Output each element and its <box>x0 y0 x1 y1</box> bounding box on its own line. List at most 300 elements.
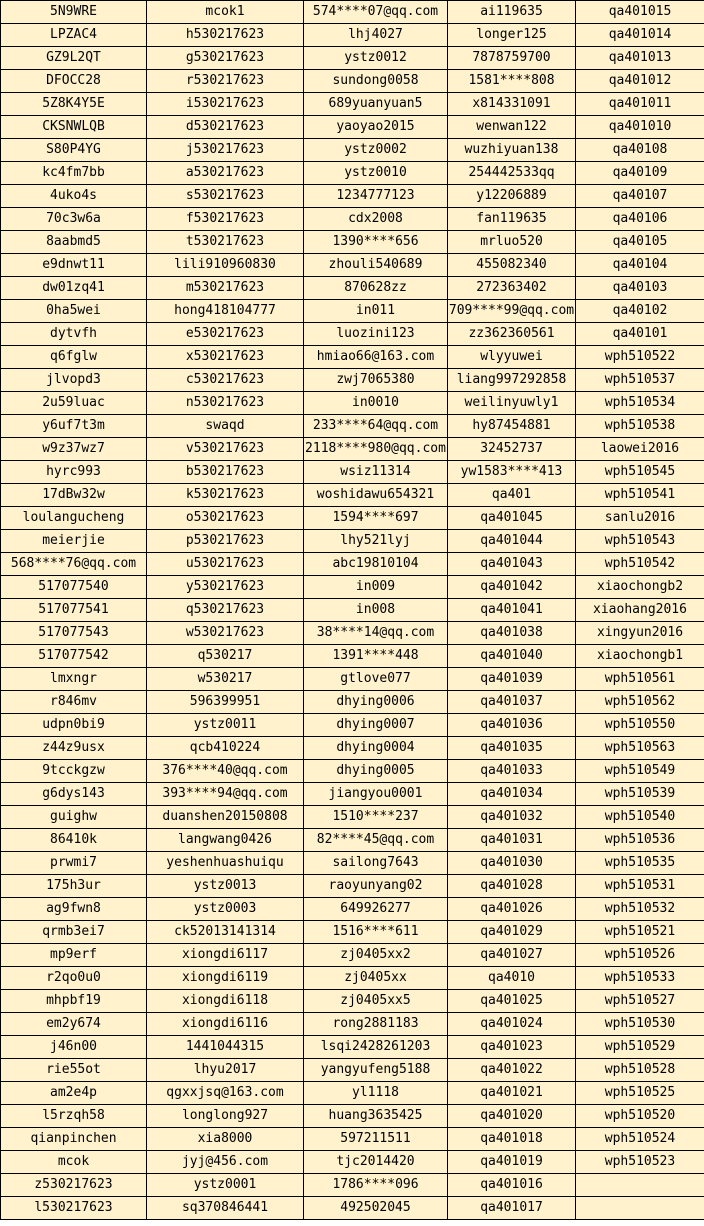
col-c-cell[interactable]: 492502045 <box>304 1197 448 1220</box>
col-e-cell[interactable]: qa401013 <box>576 47 704 70</box>
col-e-cell[interactable]: wph510540 <box>576 806 704 829</box>
col-e-cell[interactable]: wph510543 <box>576 530 704 553</box>
col-e-cell[interactable]: wph510528 <box>576 1059 704 1082</box>
col-c-cell[interactable]: in011 <box>304 300 448 323</box>
col-b-cell[interactable]: i530217623 <box>147 93 304 116</box>
col-d-cell[interactable]: 272363402 <box>448 277 576 300</box>
col-d-cell[interactable]: qa401041 <box>448 599 576 622</box>
col-e-cell[interactable]: laowei2016 <box>576 438 704 461</box>
col-c-cell[interactable]: lhy521lyj <box>304 530 448 553</box>
col-d-cell[interactable]: liang997292858 <box>448 369 576 392</box>
col-c-cell[interactable]: lsqi2428261203 <box>304 1036 448 1059</box>
col-c-cell[interactable]: raoyunyang02 <box>304 875 448 898</box>
col-e-cell[interactable]: wph510521 <box>576 921 704 944</box>
col-a-cell[interactable]: r2qo0u0 <box>1 967 147 990</box>
col-a-cell[interactable]: 9tcckgzw <box>1 760 147 783</box>
col-b-cell[interactable]: hong418104777 <box>147 300 304 323</box>
col-e-cell[interactable]: wph510538 <box>576 415 704 438</box>
col-b-cell[interactable]: g530217623 <box>147 47 304 70</box>
col-a-cell[interactable]: l530217623 <box>1 1197 147 1220</box>
col-c-cell[interactable]: tjc2014420 <box>304 1151 448 1174</box>
col-a-cell[interactable]: 517077541 <box>1 599 147 622</box>
col-c-cell[interactable]: sundong0058 <box>304 70 448 93</box>
col-a-cell[interactable]: lmxngr <box>1 668 147 691</box>
col-b-cell[interactable]: yeshenhuashuiqu <box>147 852 304 875</box>
col-a-cell[interactable]: jlvopd3 <box>1 369 147 392</box>
col-e-cell[interactable]: qa40109 <box>576 162 704 185</box>
col-a-cell[interactable]: dw01zq41 <box>1 277 147 300</box>
col-d-cell[interactable]: qa401021 <box>448 1082 576 1105</box>
col-e-cell[interactable]: wph510542 <box>576 553 704 576</box>
table-row <box>1 139 704 162</box>
col-d-cell[interactable]: qa401035 <box>448 737 576 760</box>
col-c-cell[interactable]: zhouli540689 <box>304 254 448 277</box>
col-b-cell[interactable]: b530217623 <box>147 461 304 484</box>
col-a-cell[interactable]: 517077543 <box>1 622 147 645</box>
table-row <box>1 921 704 944</box>
col-e-cell[interactable]: wph510563 <box>576 737 704 760</box>
col-b-cell[interactable]: ystz0001 <box>147 1174 304 1197</box>
col-b-cell[interactable]: lhyu2017 <box>147 1059 304 1082</box>
col-a-cell[interactable]: em2y674 <box>1 1013 147 1036</box>
table-row <box>1 185 704 208</box>
col-e-cell[interactable]: qa401014 <box>576 24 704 47</box>
col-e-cell[interactable]: wph510520 <box>576 1105 704 1128</box>
col-c-cell[interactable]: zj0405xx5 <box>304 990 448 1013</box>
col-c-cell[interactable]: 1391****448 <box>304 645 448 668</box>
col-d-cell[interactable]: qa401022 <box>448 1059 576 1082</box>
col-e-cell[interactable]: wph510537 <box>576 369 704 392</box>
col-b-cell[interactable]: sq370846441 <box>147 1197 304 1220</box>
col-b-cell[interactable]: qgxxjsq@163.com <box>147 1082 304 1105</box>
col-c-cell[interactable]: 870628zz <box>304 277 448 300</box>
col-c-cell[interactable]: dhying0005 <box>304 760 448 783</box>
col-c-cell[interactable]: in0010 <box>304 392 448 415</box>
col-a-cell[interactable]: 8aabmd5 <box>1 231 147 254</box>
table-row <box>1 1036 704 1059</box>
col-a-cell[interactable]: meierjie <box>1 530 147 553</box>
col-d-cell[interactable]: qa401028 <box>448 875 576 898</box>
col-a-cell[interactable]: 86410k <box>1 829 147 852</box>
table-row <box>1 346 704 369</box>
col-a-cell[interactable]: 568****76@qq.com <box>1 553 147 576</box>
col-e-cell[interactable]: wph510550 <box>576 714 704 737</box>
col-c-cell[interactable]: 82****45@qq.com <box>304 829 448 852</box>
col-d-cell[interactable]: 32452737 <box>448 438 576 461</box>
table-row <box>1 415 704 438</box>
col-e-cell[interactable]: qa40106 <box>576 208 704 231</box>
col-a-cell[interactable]: 70c3w6a <box>1 208 147 231</box>
col-e-cell[interactable]: wph510539 <box>576 783 704 806</box>
col-e-cell[interactable]: wph510545 <box>576 461 704 484</box>
col-b-cell[interactable]: p530217623 <box>147 530 304 553</box>
col-a-cell[interactable]: LPZAC4 <box>1 24 147 47</box>
col-c-cell[interactable]: in009 <box>304 576 448 599</box>
col-a-cell[interactable]: mp9erf <box>1 944 147 967</box>
col-a-cell[interactable]: 5Z8K4Y5E <box>1 93 147 116</box>
col-d-cell[interactable]: qa401030 <box>448 852 576 875</box>
col-c-cell[interactable]: woshidawu654321 <box>304 484 448 507</box>
col-b-cell[interactable]: langwang0426 <box>147 829 304 852</box>
col-b-cell[interactable]: o530217623 <box>147 507 304 530</box>
col-d-cell[interactable]: qa401045 <box>448 507 576 530</box>
col-e-cell[interactable]: wph510536 <box>576 829 704 852</box>
col-e-cell[interactable]: wph510534 <box>576 392 704 415</box>
table-row <box>1 691 704 714</box>
col-c-cell[interactable]: 1234777123 <box>304 185 448 208</box>
col-c-cell[interactable]: ystz0012 <box>304 47 448 70</box>
col-c-cell[interactable]: sailong7643 <box>304 852 448 875</box>
col-b-cell[interactable]: y530217623 <box>147 576 304 599</box>
col-d-cell[interactable]: hy87454881 <box>448 415 576 438</box>
col-a-cell[interactable]: z530217623 <box>1 1174 147 1197</box>
col-a-cell[interactable]: 175h3ur <box>1 875 147 898</box>
col-c-cell[interactable]: 1516****611 <box>304 921 448 944</box>
col-a-cell[interactable]: g6dys143 <box>1 783 147 806</box>
col-a-cell[interactable]: l5rzqh58 <box>1 1105 147 1128</box>
col-a-cell[interactable]: udpn0bi9 <box>1 714 147 737</box>
col-e-cell[interactable]: wph510533 <box>576 967 704 990</box>
col-d-cell[interactable]: qa401040 <box>448 645 576 668</box>
col-d-cell[interactable]: zz362360561 <box>448 323 576 346</box>
col-c-cell[interactable]: yl1118 <box>304 1082 448 1105</box>
col-d-cell[interactable]: ai119635 <box>448 1 576 24</box>
col-e-cell[interactable]: wph510531 <box>576 875 704 898</box>
col-b-cell[interactable]: w530217623 <box>147 622 304 645</box>
col-a-cell[interactable]: 4uko4s <box>1 185 147 208</box>
col-d-cell[interactable]: weilinyuwly1 <box>448 392 576 415</box>
col-d-cell[interactable]: longer125 <box>448 24 576 47</box>
col-d-cell[interactable]: qa401025 <box>448 990 576 1013</box>
col-d-cell[interactable]: qa401033 <box>448 760 576 783</box>
col-e-cell[interactable]: wph510541 <box>576 484 704 507</box>
col-b-cell[interactable]: c530217623 <box>147 369 304 392</box>
col-d-cell[interactable]: qa401019 <box>448 1151 576 1174</box>
table-row <box>1 645 704 668</box>
col-c-cell[interactable]: dhying0004 <box>304 737 448 760</box>
col-c-cell[interactable]: gtlove077 <box>304 668 448 691</box>
col-a-cell[interactable]: y6uf7t3m <box>1 415 147 438</box>
col-d-cell[interactable]: qa401043 <box>448 553 576 576</box>
table-row <box>1 829 704 852</box>
col-a-cell[interactable]: CKSNWLQB <box>1 116 147 139</box>
col-d-cell[interactable]: qa401016 <box>448 1174 576 1197</box>
col-c-cell[interactable]: ystz0010 <box>304 162 448 185</box>
col-a-cell[interactable]: q6fglw <box>1 346 147 369</box>
col-e-cell[interactable]: sanlu2016 <box>576 507 704 530</box>
col-a-cell[interactable]: r846mv <box>1 691 147 714</box>
col-d-cell[interactable]: qa401 <box>448 484 576 507</box>
col-b-cell[interactable]: xiongdi6116 <box>147 1013 304 1036</box>
col-c-cell[interactable]: zwj7065380 <box>304 369 448 392</box>
col-d-cell[interactable]: y12206889 <box>448 185 576 208</box>
col-d-cell[interactable]: 709****99@qq.com <box>448 300 576 323</box>
col-a-cell[interactable]: loulangucheng <box>1 507 147 530</box>
col-b-cell[interactable]: longlong927 <box>147 1105 304 1128</box>
col-e-cell[interactable]: wph510562 <box>576 691 704 714</box>
col-b-cell[interactable]: h530217623 <box>147 24 304 47</box>
col-a-cell[interactable]: qianpinchen <box>1 1128 147 1151</box>
table-row <box>1 507 704 530</box>
col-b-cell[interactable]: 376****40@qq.com <box>147 760 304 783</box>
col-d-cell[interactable]: qa401029 <box>448 921 576 944</box>
col-e-cell[interactable]: wph510522 <box>576 346 704 369</box>
table-row <box>1 990 704 1013</box>
col-d-cell[interactable]: yw1583****413 <box>448 461 576 484</box>
col-c-cell[interactable]: 649926277 <box>304 898 448 921</box>
col-c-cell[interactable]: 689yuanyuan5 <box>304 93 448 116</box>
col-e-cell[interactable]: qa401011 <box>576 93 704 116</box>
col-c-cell[interactable]: zj0405xx <box>304 967 448 990</box>
col-c-cell[interactable]: rong2881183 <box>304 1013 448 1036</box>
col-b-cell[interactable]: q530217623 <box>147 599 304 622</box>
table-row <box>1 576 704 599</box>
col-e-cell[interactable]: wph510524 <box>576 1128 704 1151</box>
col-b-cell[interactable]: ystz0011 <box>147 714 304 737</box>
col-e-cell[interactable]: qa401010 <box>576 116 704 139</box>
col-d-cell[interactable]: qa401032 <box>448 806 576 829</box>
col-b-cell[interactable]: lili910960830 <box>147 254 304 277</box>
col-b-cell[interactable]: a530217623 <box>147 162 304 185</box>
col-c-cell[interactable]: zj0405xx2 <box>304 944 448 967</box>
col-b-cell[interactable]: xiongdi6118 <box>147 990 304 1013</box>
table-row <box>1 622 704 645</box>
col-c-cell[interactable]: dhying0006 <box>304 691 448 714</box>
col-b-cell[interactable]: v530217623 <box>147 438 304 461</box>
col-e-cell[interactable]: qa40103 <box>576 277 704 300</box>
col-b-cell[interactable]: s530217623 <box>147 185 304 208</box>
col-a-cell[interactable]: kc4fm7bb <box>1 162 147 185</box>
col-d-cell[interactable]: qa401042 <box>448 576 576 599</box>
col-e-cell[interactable]: qa401015 <box>576 1 704 24</box>
col-b-cell[interactable]: xiongdi6117 <box>147 944 304 967</box>
table-row <box>1 323 704 346</box>
table-row <box>1 208 704 231</box>
col-d-cell[interactable]: qa4010 <box>448 967 576 990</box>
table-row <box>1 438 704 461</box>
col-e-cell[interactable] <box>576 1197 704 1220</box>
col-a-cell[interactable]: dytvfh <box>1 323 147 346</box>
table-row <box>1 875 704 898</box>
col-d-cell[interactable]: mrluo520 <box>448 231 576 254</box>
col-e-cell[interactable]: wph510525 <box>576 1082 704 1105</box>
col-b-cell[interactable]: e530217623 <box>147 323 304 346</box>
col-b-cell[interactable]: t530217623 <box>147 231 304 254</box>
table-row <box>1 162 704 185</box>
col-b-cell[interactable]: xia8000 <box>147 1128 304 1151</box>
col-a-cell[interactable]: 0ha5wei <box>1 300 147 323</box>
col-c-cell[interactable]: lhj4027 <box>304 24 448 47</box>
col-b-cell[interactable]: 393****94@qq.com <box>147 783 304 806</box>
col-a-cell[interactable]: 2u59luac <box>1 392 147 415</box>
col-d-cell[interactable]: qa401018 <box>448 1128 576 1151</box>
col-a-cell[interactable]: w9z37wz7 <box>1 438 147 461</box>
col-c-cell[interactable]: 597211511 <box>304 1128 448 1151</box>
col-d-cell[interactable]: qa401023 <box>448 1036 576 1059</box>
col-a-cell[interactable]: mhpbf19 <box>1 990 147 1013</box>
col-b-cell[interactable]: qcb410224 <box>147 737 304 760</box>
col-d-cell[interactable]: qa401039 <box>448 668 576 691</box>
col-e-cell[interactable]: qa40102 <box>576 300 704 323</box>
table-row <box>1 737 704 760</box>
table-row <box>1 760 704 783</box>
col-d-cell[interactable]: 455082340 <box>448 254 576 277</box>
col-d-cell[interactable]: qa401031 <box>448 829 576 852</box>
col-c-cell[interactable]: dhying0007 <box>304 714 448 737</box>
table-row <box>1 967 704 990</box>
col-b-cell[interactable]: w530217 <box>147 668 304 691</box>
col-d-cell[interactable]: qa401034 <box>448 783 576 806</box>
col-b-cell[interactable]: 596399951 <box>147 691 304 714</box>
col-b-cell[interactable]: d530217623 <box>147 116 304 139</box>
col-b-cell[interactable]: x530217623 <box>147 346 304 369</box>
col-e-cell[interactable]: xiaochongb2 <box>576 576 704 599</box>
col-b-cell[interactable]: swaqd <box>147 415 304 438</box>
col-e-cell[interactable]: qa40104 <box>576 254 704 277</box>
col-a-cell[interactable]: hyrc993 <box>1 461 147 484</box>
col-b-cell[interactable]: xiongdi6119 <box>147 967 304 990</box>
col-d-cell[interactable]: x814331091 <box>448 93 576 116</box>
table-row <box>1 484 704 507</box>
col-b-cell[interactable]: ystz0003 <box>147 898 304 921</box>
table-row <box>1 1174 704 1197</box>
col-d-cell[interactable]: 7878759700 <box>448 47 576 70</box>
col-d-cell[interactable]: qa401026 <box>448 898 576 921</box>
col-a-cell[interactable]: prwmi7 <box>1 852 147 875</box>
col-d-cell[interactable]: qa401020 <box>448 1105 576 1128</box>
col-c-cell[interactable]: 1390****656 <box>304 231 448 254</box>
col-a-cell[interactable]: z44z9usx <box>1 737 147 760</box>
col-b-cell[interactable]: q530217 <box>147 645 304 668</box>
col-b-cell[interactable]: jyj@456.com <box>147 1151 304 1174</box>
col-d-cell[interactable]: qa401027 <box>448 944 576 967</box>
col-a-cell[interactable]: 517077542 <box>1 645 147 668</box>
col-d-cell[interactable]: 254442533qq <box>448 162 576 185</box>
col-c-cell[interactable]: 1594****697 <box>304 507 448 530</box>
col-b-cell[interactable]: duanshen20150808 <box>147 806 304 829</box>
col-c-cell[interactable]: hmiao66@163.com <box>304 346 448 369</box>
col-e-cell[interactable]: wph510526 <box>576 944 704 967</box>
col-b-cell[interactable]: j530217623 <box>147 139 304 162</box>
col-c-cell[interactable]: yaoyao2015 <box>304 116 448 139</box>
col-c-cell[interactable]: cdx2008 <box>304 208 448 231</box>
col-c-cell[interactable]: ystz0002 <box>304 139 448 162</box>
col-e-cell[interactable]: wph510530 <box>576 1013 704 1036</box>
col-a-cell[interactable]: j46n00 <box>1 1036 147 1059</box>
col-e-cell[interactable]: qa401012 <box>576 70 704 93</box>
col-b-cell[interactable]: mcok1 <box>147 1 304 24</box>
col-d-cell[interactable]: fan119635 <box>448 208 576 231</box>
col-b-cell[interactable]: r530217623 <box>147 70 304 93</box>
table-row <box>1 461 704 484</box>
col-d-cell[interactable]: wuzhiyuan138 <box>448 139 576 162</box>
col-b-cell[interactable]: 1441044315 <box>147 1036 304 1059</box>
col-c-cell[interactable]: 574****07@qq.com <box>304 1 448 24</box>
col-c-cell[interactable]: abc19810104 <box>304 553 448 576</box>
col-e-cell[interactable]: wph510529 <box>576 1036 704 1059</box>
col-c-cell[interactable]: 233****64@qq.com <box>304 415 448 438</box>
col-a-cell[interactable]: 5N9WRE <box>1 1 147 24</box>
col-e-cell[interactable]: wph510561 <box>576 668 704 691</box>
table-row <box>1 1151 704 1174</box>
table-row <box>1 783 704 806</box>
col-b-cell[interactable]: f530217623 <box>147 208 304 231</box>
col-e-cell[interactable]: xiaochongb1 <box>576 645 704 668</box>
col-c-cell[interactable]: wsiz11314 <box>304 461 448 484</box>
col-a-cell[interactable]: guighw <box>1 806 147 829</box>
col-c-cell[interactable]: yangyufeng5188 <box>304 1059 448 1082</box>
table-row <box>1 553 704 576</box>
col-a-cell[interactable]: S80P4YG <box>1 139 147 162</box>
col-a-cell[interactable]: GZ9L2QT <box>1 47 147 70</box>
col-e-cell[interactable]: wph510535 <box>576 852 704 875</box>
col-c-cell[interactable]: luozini123 <box>304 323 448 346</box>
col-e-cell[interactable]: qa40105 <box>576 231 704 254</box>
col-a-cell[interactable]: mcok <box>1 1151 147 1174</box>
col-c-cell[interactable]: 1510****237 <box>304 806 448 829</box>
table-row <box>1 70 704 93</box>
col-d-cell[interactable]: wlyyuwei <box>448 346 576 369</box>
col-d-cell[interactable]: wenwan122 <box>448 116 576 139</box>
table-row <box>1 1 704 24</box>
col-a-cell[interactable]: rie55ot <box>1 1059 147 1082</box>
col-a-cell[interactable]: DFOCC28 <box>1 70 147 93</box>
col-c-cell[interactable]: in008 <box>304 599 448 622</box>
col-a-cell[interactable]: 17dBw32w <box>1 484 147 507</box>
col-a-cell[interactable]: 517077540 <box>1 576 147 599</box>
col-b-cell[interactable]: m530217623 <box>147 277 304 300</box>
col-d-cell[interactable]: qa401024 <box>448 1013 576 1036</box>
table-row <box>1 668 704 691</box>
col-e-cell[interactable]: wph510532 <box>576 898 704 921</box>
col-d-cell[interactable]: qa401017 <box>448 1197 576 1220</box>
table-row <box>1 24 704 47</box>
col-a-cell[interactable]: ag9fwn8 <box>1 898 147 921</box>
table-row <box>1 47 704 70</box>
col-e-cell[interactable] <box>576 1174 704 1197</box>
col-a-cell[interactable]: e9dnwt11 <box>1 254 147 277</box>
col-a-cell[interactable]: qrmb3ei7 <box>1 921 147 944</box>
col-e-cell[interactable]: qa40101 <box>576 323 704 346</box>
col-e-cell[interactable]: wph510549 <box>576 760 704 783</box>
col-d-cell[interactable]: qa401037 <box>448 691 576 714</box>
table-row <box>1 944 704 967</box>
col-a-cell[interactable]: am2e4p <box>1 1082 147 1105</box>
col-c-cell[interactable]: jiangyou0001 <box>304 783 448 806</box>
col-c-cell[interactable]: huang3635425 <box>304 1105 448 1128</box>
col-e-cell[interactable]: wph510523 <box>576 1151 704 1174</box>
col-b-cell[interactable]: ck52013141314 <box>147 921 304 944</box>
col-d-cell[interactable]: qa401038 <box>448 622 576 645</box>
table-row <box>1 1128 704 1151</box>
col-d-cell[interactable]: 1581****808 <box>448 70 576 93</box>
col-b-cell[interactable]: k530217623 <box>147 484 304 507</box>
col-c-cell[interactable]: 1786****096 <box>304 1174 448 1197</box>
col-c-cell[interactable]: 2118****980@qq.com <box>304 438 448 461</box>
col-e-cell[interactable]: qa40107 <box>576 185 704 208</box>
col-b-cell[interactable]: u530217623 <box>147 553 304 576</box>
col-e-cell[interactable]: wph510527 <box>576 990 704 1013</box>
col-e-cell[interactable]: xiaohang2016 <box>576 599 704 622</box>
col-d-cell[interactable]: qa401036 <box>448 714 576 737</box>
col-b-cell[interactable]: ystz0013 <box>147 875 304 898</box>
table-row <box>1 300 704 323</box>
col-b-cell[interactable]: n530217623 <box>147 392 304 415</box>
col-c-cell[interactable]: 38****14@qq.com <box>304 622 448 645</box>
col-d-cell[interactable]: qa401044 <box>448 530 576 553</box>
col-e-cell[interactable]: qa40108 <box>576 139 704 162</box>
col-e-cell[interactable]: xingyun2016 <box>576 622 704 645</box>
